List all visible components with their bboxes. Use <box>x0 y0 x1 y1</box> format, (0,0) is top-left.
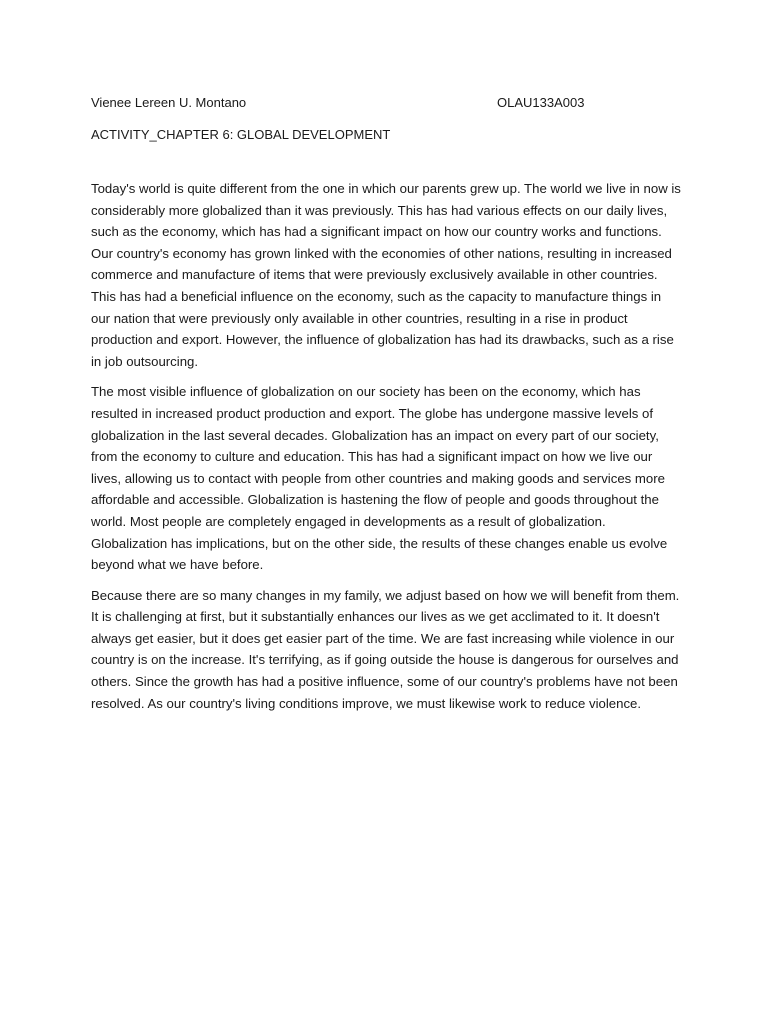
paragraph-2: The most visible influence of globalization on our society has been on the economy, which has resulted in increased product production and export. The globe has undergone massive levels of globalization in the last several decades. Globalization has an impact on every part of our society, from the economy to culture and education. This has had a significant impact on how we live our lives, allowing us to contact with people from other countries and making goods and services more affordable and accessible. Globalization is hastening the flow of people and goods throughout the world. Most people are completely engaged in developments as a result of globalization. Globalization has implications, but on the other side, the results of these changes enable us evolve beyond what we have before. <box>91 384 668 573</box>
paragraph-3: Because there are so many changes in my family, we adjust based on how we will benefit from them. It is challenging at first, but it substantially enhances our lives as we get acclimated to it. It doesn't always get easier, but it does get easier part of the time. We are fast increasing while violence in our country is on the increase. It's terrifying, as if going outside the house is dangerous for ourselves and others. Since the growth has had a positive influence, some of our country's problems have not been resolved. As our country's living conditions improve, we must likewise work to reduce violence. <box>91 587 680 711</box>
author-name: Vienee Lereen U. Montano <box>91 95 247 110</box>
document-header <box>91 94 591 112</box>
activity-title: ACTIVITY_CHAPTER 6: GLOBAL DEVELOPMENT <box>91 127 391 142</box>
essay-body <box>91 178 681 723</box>
student-id: OLAU133A003 <box>497 95 585 110</box>
paragraph-1: Today's world is quite different from the one in which our parents grew up. The world we live in now is considerably more globalized than it was previously. This has had various effects on our daily lives, such as the economy, which has had a significant impact on how our country works and functions. Our country's economy has grown linked with the economies of other nations, resulting in increased commerce and manufacture of items that were previously exclusively available in other countries. This has had a beneficial influence on the economy, such as the capacity to manufacture things in our nation that were previously only available in other countries, resulting in a rise in product production and export. However, the influence of globalization has had its drawbacks, such as a rise in job outsourcing. <box>91 181 681 369</box>
